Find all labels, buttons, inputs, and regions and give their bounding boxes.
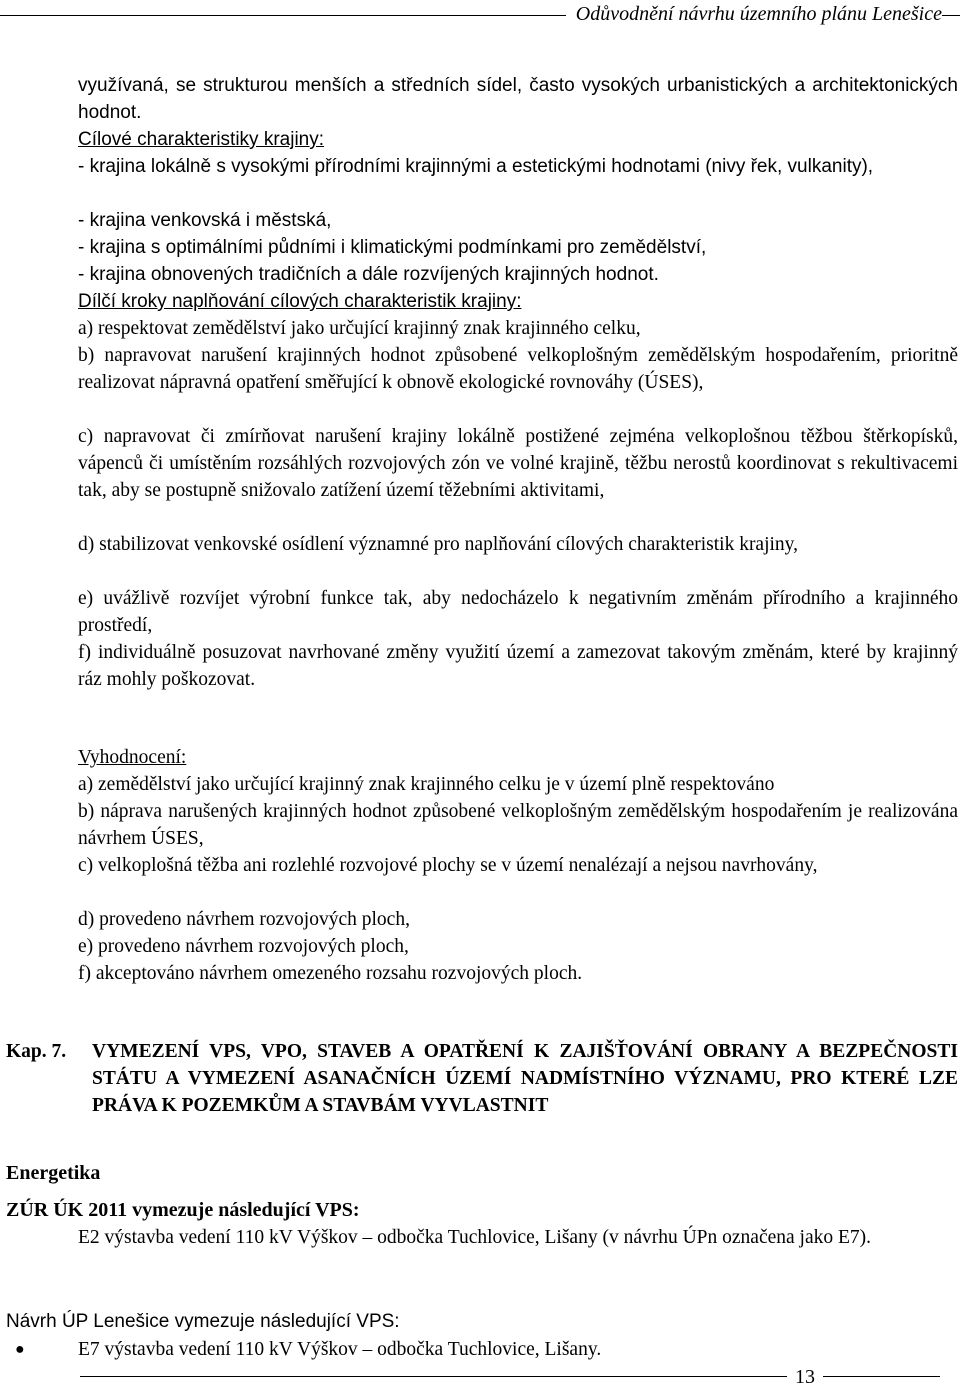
evaluation-item: e) provedeno návrhem rozvojových ploch,	[78, 936, 409, 957]
step-item: a) respektovat zemědělství jako určující krajinný znak krajinného celku,	[78, 318, 641, 339]
step-item: d) stabilizovat venkovské osídlení významné pro naplňování cílových charakteristik krajiny,	[78, 534, 799, 555]
step-item: e) uvážlivě rozvíjet výrobní funkce tak, aby nedocházelo k negativním změnám přírodního a krajinného prostředí,	[78, 588, 958, 636]
up-vps-heading: Návrh ÚP Lenešice vymezuje následující VPS:	[6, 1311, 400, 1332]
evaluation-item: a) zemědělství jako určující krajinný znak krajinného celku je v území plně respektováno	[78, 774, 775, 795]
step-item: f) individuálně posuzovat navrhované změny využití území a zamezovat takovým změnám, které by krajinný ráz mohly poškozovat.	[78, 642, 958, 690]
page-header	[0, 0, 960, 34]
intro-paragraph: využívaná, se strukturou menších a středních sídel, často vysokých urbanistických a architektonických hodnot.	[78, 75, 958, 123]
target-item: - krajina venkovská i městská,	[78, 210, 332, 231]
bullet-icon: ●	[15, 1341, 25, 1358]
target-characteristics-title: Cílové charakteristiky krajiny:	[78, 129, 325, 150]
header-title: Odůvodnění návrhu územního plánu Lenešice	[566, 1, 942, 27]
evaluation-item: c) velkoplošná těžba ani rozlehlé rozvojové plochy se v území nenalézají a nejsou navrhovány,	[78, 855, 818, 876]
evaluation-item: d) provedeno návrhem rozvojových ploch,	[78, 909, 410, 930]
page-footer	[0, 1362, 960, 1389]
zur-heading: ZÚR ÚK 2011 vymezuje následující VPS:	[6, 1199, 360, 1221]
step-item: c) napravovat či zmírňovat narušení krajiny lokálně postižené zejména velkoplošnou těžbou štěrkopísků, vápenců či umístěním rozsáhlých rozvojových zón ve volné krajině, těžbu nerostů koordinovat s rekultivacemi tak, aby se postupně snižovalo zatížení území těžebními aktivitami,	[78, 426, 958, 501]
steps-title: Dílčí kroky naplňování cílových charakteristik krajiny:	[78, 291, 522, 312]
section-heading-energetika: Energetika	[6, 1162, 101, 1184]
chapter-heading	[6, 1038, 958, 1148]
target-item: - krajina obnovených tradičních a dále rozvíjených krajinných hodnot.	[78, 264, 659, 285]
target-item: - krajina s optimálními půdními i klimatickými podmínkami pro zemědělství,	[78, 237, 707, 258]
zur-vps-text: E2 výstavba vedení 110 kV Výškov – odbočka Tuchlovice, Lišany (v návrhu ÚPn označena jako E7).	[78, 1227, 872, 1248]
chapter-label: Kap. 7.	[6, 1041, 67, 1062]
evaluation-title: Vyhodnocení:	[78, 747, 187, 768]
evaluation-item: b) náprava narušených krajinných hodnot způsobené velkoplošným zemědělským hospodařením je realizována návrhem ÚSES,	[78, 801, 958, 849]
page-number: 13	[787, 1365, 823, 1389]
target-item: - krajina lokálně s vysokými přírodními krajinnými a estetickými hodnotami (nivy řek, vulkanity),	[78, 156, 874, 177]
evaluation-item: f) akceptováno návrhem omezeného rozsahu rozvojových ploch.	[78, 963, 583, 984]
chapter-title: VYMEZENÍ VPS, VPO, STAVEB A OPATŘENÍ K ZAJIŠŤOVÁNÍ OBRANY A BEZPEČNOSTI STÁTU A VYMEZENÍ ASANAČNÍCH ÚZEMÍ NADMÍSTNÍHO VÝZNAMU, PRO KTERÉ LZE PRÁVA K POZEMKŮM A STAVBÁM VYVLASTNIT	[92, 1041, 958, 1116]
step-item: b) napravovat narušení krajinných hodnot způsobené velkoplošným zemědělským hospodařením, prioritně realizovat nápravná opatření směřující k obnově ekologické rovnováhy (ÚSES),	[78, 345, 958, 393]
up-vps-item: E7 výstavba vedení 110 kV Výškov – odbočka Tuchlovice, Lišany.	[78, 1339, 602, 1360]
